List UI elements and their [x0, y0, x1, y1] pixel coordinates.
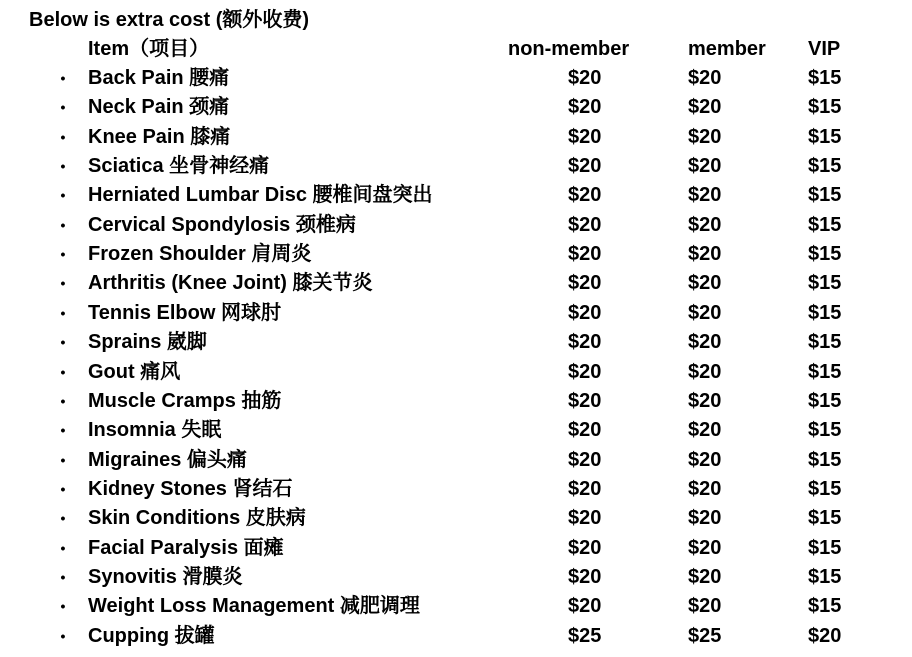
bullet-icon: •	[60, 569, 66, 585]
price-member: $20	[688, 566, 722, 588]
price-member: $20	[688, 214, 722, 236]
page-heading: Below is extra cost (额外收费)	[29, 9, 310, 31]
price-member: $20	[688, 272, 722, 294]
price-member: $25	[688, 625, 722, 647]
item-name: Cupping 拔罐	[88, 625, 215, 647]
bullet-icon: •	[60, 393, 66, 409]
item-name: Neck Pain 颈痛	[88, 96, 230, 118]
price-vip: $20	[808, 625, 842, 647]
price-vip: $15	[808, 155, 842, 177]
item-name: Facial Paralysis 面瘫	[88, 537, 284, 559]
item-name: Frozen Shoulder 肩周炎	[88, 243, 312, 265]
price-vip: $15	[808, 243, 842, 265]
bullet-icon: •	[60, 99, 66, 115]
price-vip: $15	[808, 184, 842, 206]
price-non-member: $20	[568, 243, 602, 265]
table-row	[0, 565, 912, 589]
table-row	[0, 242, 912, 266]
bullet-icon: •	[60, 481, 66, 497]
price-member: $20	[688, 361, 722, 383]
price-vip: $15	[808, 331, 842, 353]
price-member: $20	[688, 507, 722, 529]
price-vip: $15	[808, 449, 842, 471]
item-name: Skin Conditions 皮肤病	[88, 507, 306, 529]
item-name: Arthritis (Knee Joint) 膝关节炎	[88, 272, 373, 294]
price-non-member: $20	[568, 566, 602, 588]
price-member: $20	[688, 449, 722, 471]
bullet-icon: •	[60, 217, 66, 233]
table-row	[0, 477, 912, 501]
price-non-member: $20	[568, 419, 602, 441]
price-member: $20	[688, 390, 722, 412]
table-row	[0, 95, 912, 119]
item-name: Migraines 偏头痛	[88, 449, 247, 471]
bullet-icon: •	[60, 422, 66, 438]
price-vip: $15	[808, 390, 842, 412]
item-name: Back Pain 腰痛	[88, 67, 230, 89]
price-non-member: $20	[568, 214, 602, 236]
price-non-member: $20	[568, 126, 602, 148]
price-vip: $15	[808, 302, 842, 324]
item-name: Kidney Stones 肾结石	[88, 478, 293, 500]
price-vip: $15	[808, 96, 842, 118]
table-row	[0, 271, 912, 295]
bullet-icon: •	[60, 628, 66, 644]
bullet-icon: •	[60, 70, 66, 86]
table-row	[0, 66, 912, 90]
price-member: $20	[688, 243, 722, 265]
table-row	[0, 301, 912, 325]
price-member: $20	[688, 155, 722, 177]
price-non-member: $20	[568, 331, 602, 353]
price-vip: $15	[808, 419, 842, 441]
price-vip: $15	[808, 126, 842, 148]
table-row	[0, 506, 912, 530]
item-name: Insomnia 失眠	[88, 419, 222, 441]
table-row	[0, 360, 912, 384]
price-non-member: $20	[568, 155, 602, 177]
bullet-icon: •	[60, 187, 66, 203]
item-name: Weight Loss Management 减肥调理	[88, 595, 420, 617]
price-non-member: $20	[568, 361, 602, 383]
table-row	[0, 330, 912, 354]
bullet-icon: •	[60, 364, 66, 380]
table-row	[0, 624, 912, 648]
item-name: Synovitis 滑膜炎	[88, 566, 243, 588]
bullet-icon: •	[60, 246, 66, 262]
item-name: Tennis Elbow 网球肘	[88, 302, 281, 324]
price-vip: $15	[808, 478, 842, 500]
price-vip: $15	[808, 67, 842, 89]
price-non-member: $20	[568, 67, 602, 89]
price-non-member: $20	[568, 537, 602, 559]
item-name: Herniated Lumbar Disc 腰椎间盘突出	[88, 184, 433, 206]
column-header-item: Item（项目）	[88, 38, 210, 60]
price-non-member: $20	[568, 96, 602, 118]
table-row	[0, 594, 912, 618]
price-vip: $15	[808, 537, 842, 559]
table-row	[0, 448, 912, 472]
price-non-member: $20	[568, 390, 602, 412]
price-vip: $15	[808, 566, 842, 588]
price-vip: $15	[808, 595, 842, 617]
table-row	[0, 389, 912, 413]
price-member: $20	[688, 126, 722, 148]
bullet-icon: •	[60, 158, 66, 174]
bullet-icon: •	[60, 129, 66, 145]
price-member: $20	[688, 302, 722, 324]
item-name: Knee Pain 膝痛	[88, 126, 231, 148]
bullet-icon: •	[60, 334, 66, 350]
bullet-icon: •	[60, 510, 66, 526]
bullet-icon: •	[60, 540, 66, 556]
item-name: Sprains 崴脚	[88, 331, 207, 353]
item-name: Gout 痛风	[88, 361, 181, 383]
price-non-member: $20	[568, 478, 602, 500]
price-non-member: $20	[568, 272, 602, 294]
price-non-member: $20	[568, 449, 602, 471]
price-vip: $15	[808, 507, 842, 529]
bullet-icon: •	[60, 598, 66, 614]
price-non-member: $20	[568, 184, 602, 206]
price-member: $20	[688, 184, 722, 206]
price-member: $20	[688, 96, 722, 118]
price-non-member: $25	[568, 625, 602, 647]
price-non-member: $20	[568, 507, 602, 529]
price-non-member: $20	[568, 595, 602, 617]
table-row	[0, 418, 912, 442]
bullet-icon: •	[60, 305, 66, 321]
bullet-icon: •	[60, 452, 66, 468]
item-name: Sciatica 坐骨神经痛	[88, 155, 270, 177]
item-name: Cervical Spondylosis 颈椎病	[88, 214, 356, 236]
price-vip: $15	[808, 272, 842, 294]
price-non-member: $20	[568, 302, 602, 324]
price-member: $20	[688, 419, 722, 441]
price-member: $20	[688, 595, 722, 617]
price-vip: $15	[808, 361, 842, 383]
item-name: Muscle Cramps 抽筋	[88, 390, 282, 412]
column-header-member: member	[688, 38, 766, 60]
table-row	[0, 125, 912, 149]
price-member: $20	[688, 67, 722, 89]
price-member: $20	[688, 478, 722, 500]
price-member: $20	[688, 537, 722, 559]
price-vip: $15	[808, 214, 842, 236]
table-header	[0, 37, 912, 61]
table-row	[0, 536, 912, 560]
column-header-vip: VIP	[808, 38, 841, 60]
price-member: $20	[688, 331, 722, 353]
bullet-icon: •	[60, 275, 66, 291]
column-header-non-member: non-member	[508, 38, 630, 60]
table-row	[0, 213, 912, 237]
table-row	[0, 183, 912, 207]
table-row	[0, 154, 912, 178]
